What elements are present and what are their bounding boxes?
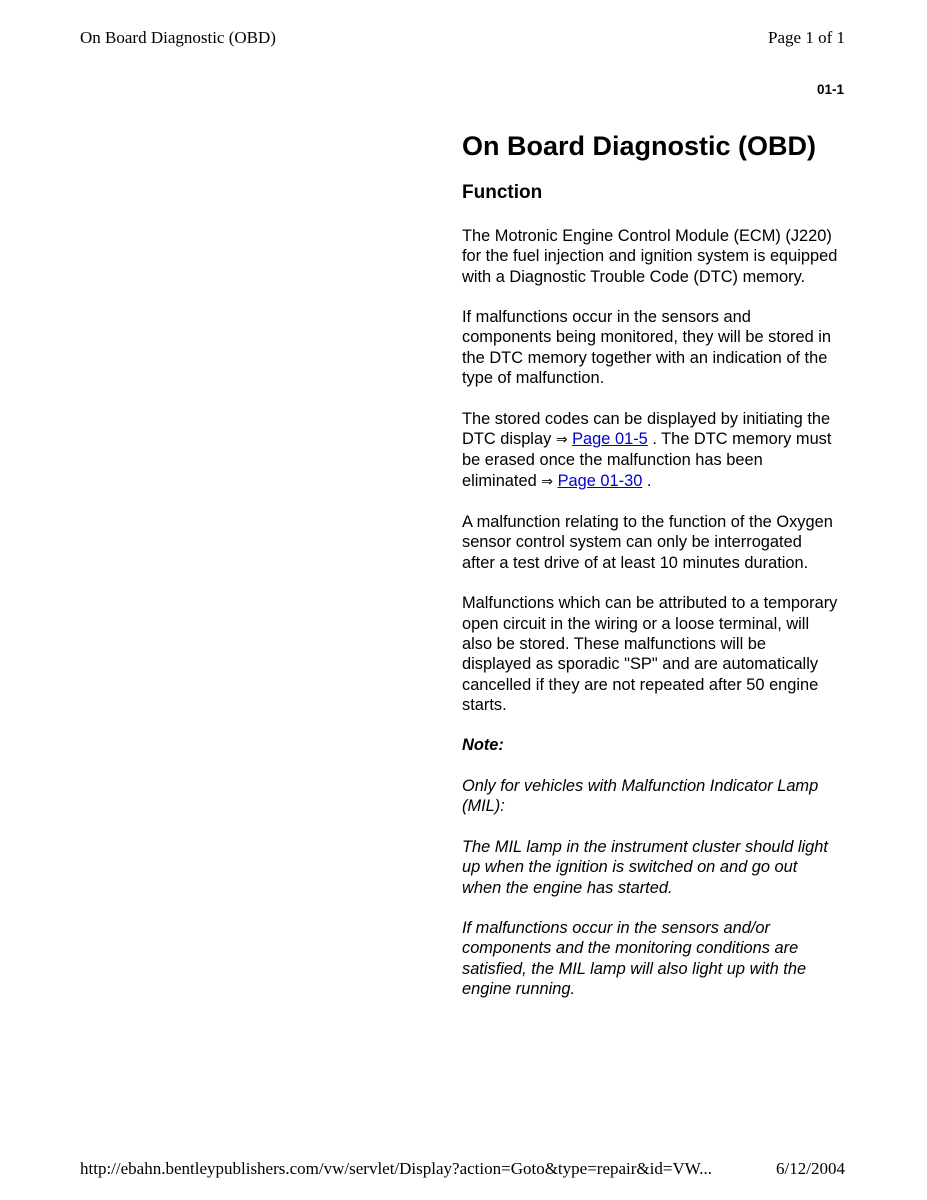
link-page-01-30[interactable]: Page 01-30 [557,471,643,490]
paragraph-sporadic: Malfunctions which can be attributed to a temporary open circuit in the wiring or a loose terminal, will also be stored. These malfunctions will be displayed as sporadic "SP" and are automatically cancelled if they are not repeated after 50 engine starts. [462,594,838,714]
note-mil-vehicles: Only for vehicles with Malfunction Indicator Lamp (MIL): [462,777,819,816]
footer-date: 6/12/2004 [776,1159,845,1178]
header-title: On Board Diagnostic (OBD) [80,28,276,47]
page-header [80,28,845,48]
link-page-01-5[interactable]: Page 01-5 [572,429,648,448]
note-mil-lamp: The MIL lamp in the instrument cluster should light up when the ignition is switched on and go out when the engine has started. [462,837,828,897]
main-content [462,127,838,1020]
section-heading: Function [462,182,543,203]
stored-codes-text-1: The stored codes can be displayed by initiating the DTC display [462,409,831,448]
arrow-right-icon: ⇒ [541,473,553,490]
note-mil-running: If malfunctions occur in the sensors and/or components and the monitoring conditions are satisfied, the MIL lamp will also light up with the engine running. [462,919,807,998]
stored-codes-text-3: . [642,471,652,490]
page-title: On Board Diagnostic (OBD) [462,131,817,161]
paragraph-malfunctions: If malfunctions occur in the sensors and components being monitored, they will be stored in the DTC memory together with an indication of the type of malfunction. [462,308,831,388]
document-number: 01-1 [816,82,844,97]
note-label: Note: [462,736,504,755]
header-page-count: Page 1 of 1 [768,28,845,47]
paragraph-oxygen-sensor: A malfunction relating to the function of the Oxygen sensor control system can only be interrogated after a test drive of at least 10 minutes duration. [462,513,833,572]
paragraph-ecm: The Motronic Engine Control Module (ECM) (J220) for the fuel injection and ignition system is equipped with a Diagnostic Trouble Code (DTC) memory. [462,227,838,286]
stored-codes-text-2: . The DTC memory must be erased once the malfunction has been eliminated [462,429,832,490]
page-footer [80,1159,845,1179]
arrow-right-icon: ⇒ [555,431,568,448]
footer-url: http://ebahn.bentleypublishers.com/vw/servlet/Display?action=Goto&type=repair&id=VW... [80,1159,712,1178]
paragraph-stored-codes [462,409,838,492]
